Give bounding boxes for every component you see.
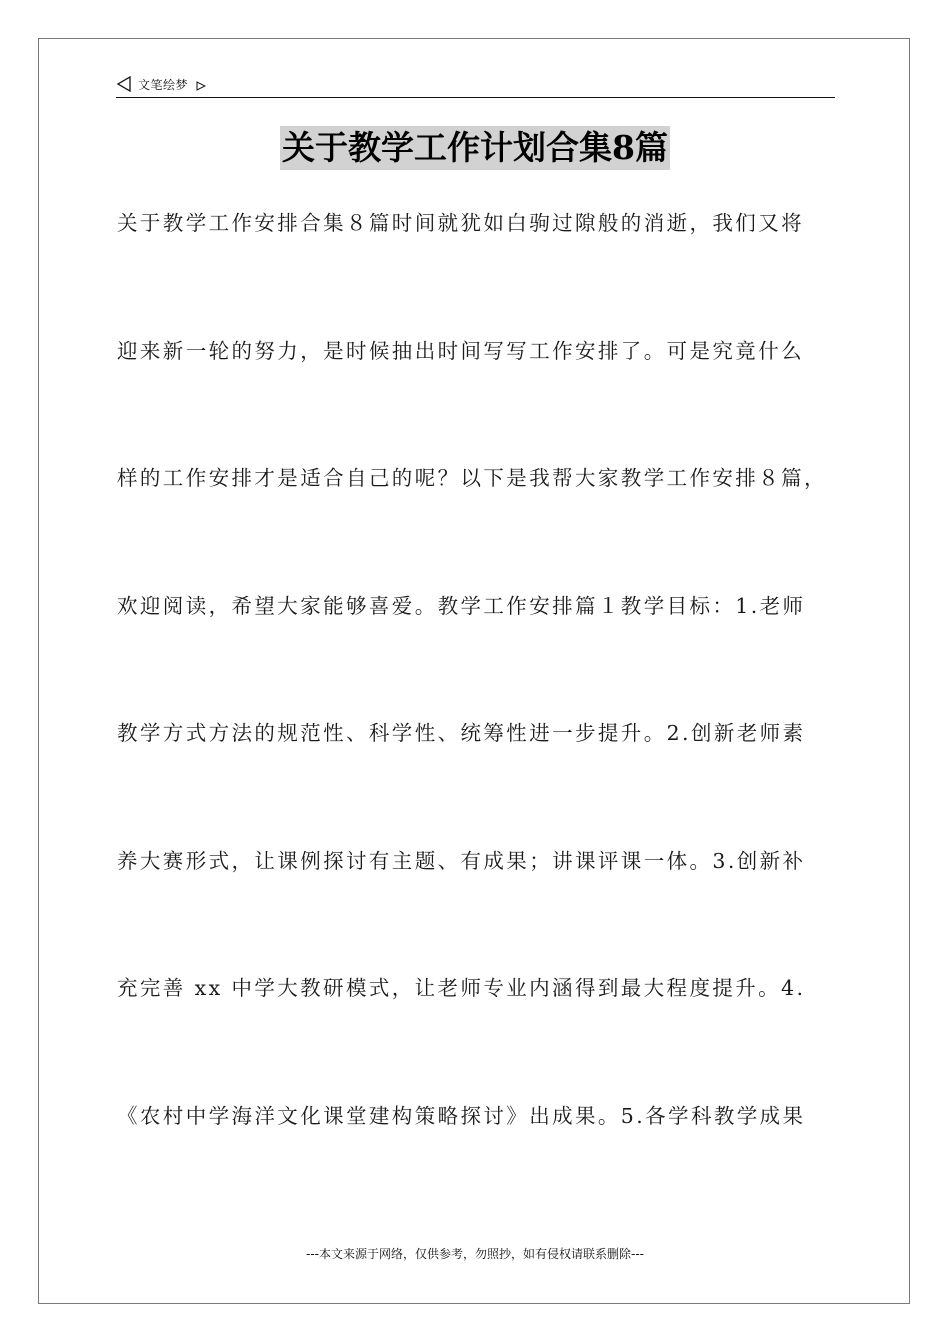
body-line: 《农村中学海洋文化课堂建构策略探讨》出成果。5.各学科教学成果 xyxy=(117,1103,806,1128)
document-body xyxy=(117,203,837,1223)
header-label: 文笔绘梦 xyxy=(138,77,189,92)
page-header xyxy=(116,72,834,98)
body-line: 样的工作安排才是适合自己的呢？以下是我帮大家教学工作安排８篇， xyxy=(117,466,827,490)
document-title: 关于教学工作计划合集8篇 xyxy=(280,126,670,170)
body-line: 养大赛形式，让课例探讨有主题、有成果；讲课评课一体。3.创新补 xyxy=(117,848,806,873)
triangle-right-icon xyxy=(196,76,206,86)
body-line: 欢迎阅读，希望大家能够喜爱。教学工作安排篇１教学目标：1.老师 xyxy=(117,593,806,618)
body-line: 关于教学工作安排合集８篇时间就犹如白驹过隙般的消逝，我们又将 xyxy=(117,211,804,235)
header-divider xyxy=(116,97,835,98)
body-line: 迎来新一轮的努力，是时候抽出时间写写工作安排了。可是究竟什么 xyxy=(117,338,804,363)
body-line: 充完善 xx 中学大教研模式，让老师专业内涵得到最大程度提升。4. xyxy=(117,976,806,1000)
title-container xyxy=(0,126,950,170)
body-line: 教学方式方法的规范性、科学性、统筹性进一步提升。2.创新老师素 xyxy=(117,721,806,745)
triangle-left-icon xyxy=(116,76,132,92)
page-footer: ---本文来源于网络，仅供参考，勿照抄，如有侵权请联系删除--- xyxy=(306,1247,644,1261)
